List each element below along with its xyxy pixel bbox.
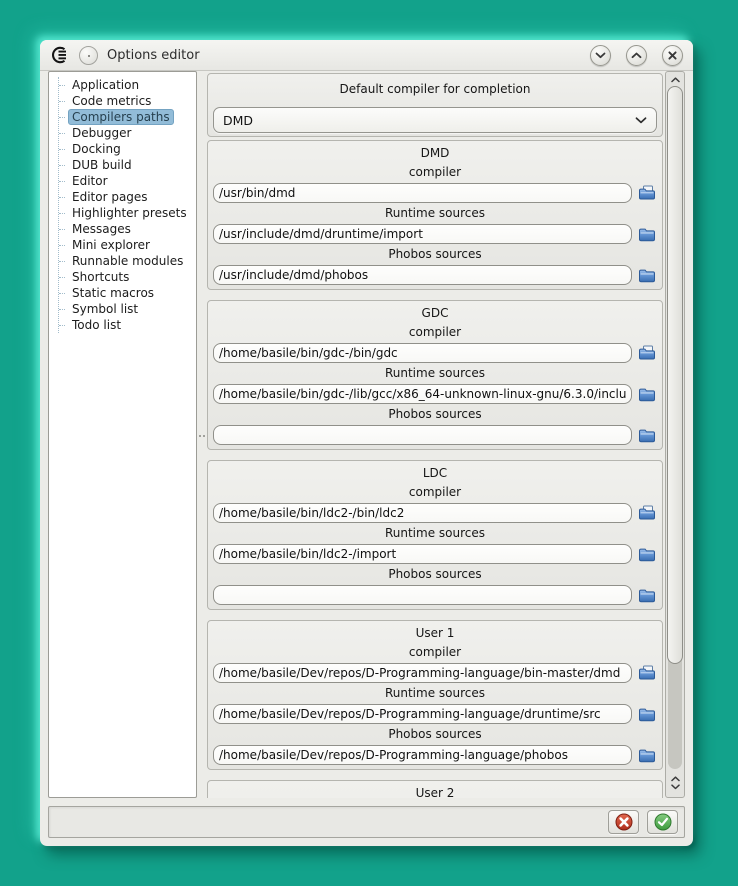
open-folder-icon [638, 227, 656, 242]
sidebar-item-docking[interactable]: Docking [59, 141, 194, 157]
field-label: compiler [408, 645, 462, 659]
accept-icon [654, 813, 672, 831]
browse-file-button[interactable] [637, 503, 657, 523]
open-folder-icon [638, 547, 656, 562]
phobos-sources-input[interactable] [213, 585, 632, 605]
browse-folder-button[interactable] [637, 745, 657, 765]
chevron-up-icon [671, 77, 680, 83]
open-file-icon [638, 665, 656, 681]
sidebar-item-debugger[interactable]: Debugger [59, 125, 194, 141]
field-label: Phobos sources [388, 247, 482, 261]
group-title: Default compiler for completion [339, 82, 531, 96]
sidebar-item-runnable-modules[interactable]: Runnable modules [59, 253, 194, 269]
sidebar-item-highlighter-presets[interactable]: Highlighter presets [59, 205, 194, 221]
compilers-paths-panel [207, 71, 685, 798]
titlebar-pin-button[interactable] [79, 46, 98, 65]
browse-folder-button[interactable] [637, 585, 657, 605]
titlebar[interactable] [40, 40, 693, 71]
default-compiler-select[interactable] [213, 107, 657, 133]
dialog-button-bar [48, 806, 685, 838]
field-label: compiler [408, 165, 462, 179]
field-label: Runtime sources [384, 526, 486, 540]
open-file-icon [638, 185, 656, 201]
sidebar-item-static-macros[interactable]: Static macros [59, 285, 194, 301]
group-title: User 2 [415, 786, 455, 798]
field-label: Runtime sources [384, 366, 486, 380]
group-title: GDC [421, 306, 449, 320]
runtime-sources-input[interactable] [213, 704, 632, 724]
browse-folder-button[interactable] [637, 384, 657, 404]
phobos-sources-input[interactable] [213, 745, 632, 765]
phobos-sources-input[interactable] [213, 265, 632, 285]
open-folder-icon [638, 268, 656, 283]
coedit-logo-icon [50, 46, 70, 64]
scroll-up-button-2[interactable] [671, 776, 680, 782]
group-title: DMD [420, 146, 450, 160]
browse-file-button[interactable] [637, 343, 657, 363]
content-area [48, 71, 685, 798]
group-title: LDC [422, 466, 448, 480]
group-ldc [207, 460, 663, 610]
roll-down-button[interactable] [590, 45, 611, 66]
phobos-sources-input[interactable] [213, 425, 632, 445]
open-folder-icon [638, 588, 656, 603]
browse-folder-button[interactable] [637, 265, 657, 285]
browse-folder-button[interactable] [637, 544, 657, 564]
chevron-up-icon [631, 52, 642, 59]
field-label: Runtime sources [384, 686, 486, 700]
scroll-down-button[interactable] [671, 784, 680, 790]
field-label: compiler [408, 325, 462, 339]
vertical-scrollbar[interactable] [665, 71, 685, 798]
scrollbar-thumb[interactable] [667, 86, 683, 664]
field-label: Phobos sources [388, 407, 482, 421]
open-folder-icon [638, 707, 656, 722]
browse-folder-button[interactable] [637, 224, 657, 244]
tree-root [58, 77, 194, 333]
open-folder-icon [638, 428, 656, 443]
scroll-up-button[interactable] [666, 73, 684, 86]
window-title: Options editor [107, 47, 200, 63]
chevron-down-icon [595, 52, 606, 59]
field-label: compiler [408, 485, 462, 499]
open-file-icon [638, 505, 656, 521]
accept-button[interactable] [647, 810, 678, 834]
browse-file-button[interactable] [637, 663, 657, 683]
roll-up-button[interactable] [626, 45, 647, 66]
runtime-sources-input[interactable] [213, 544, 632, 564]
runtime-sources-input[interactable] [213, 224, 632, 244]
sidebar-item-symbol-list[interactable]: Symbol list [59, 301, 194, 317]
field-label: Runtime sources [384, 206, 486, 220]
compiler-path-input[interactable] [213, 503, 632, 523]
compiler-path-input[interactable] [213, 183, 632, 203]
compiler-path-input[interactable] [213, 663, 632, 683]
close-button[interactable] [662, 45, 683, 66]
group-title: User 1 [415, 626, 455, 640]
sidebar-item-dub-build[interactable]: DUB build [59, 157, 194, 173]
open-folder-icon [638, 748, 656, 763]
category-tree[interactable] [48, 71, 197, 798]
open-folder-icon [638, 387, 656, 402]
sidebar-item-code-metrics[interactable]: Code metrics [59, 93, 194, 109]
sidebar-item-messages[interactable]: Messages [59, 221, 194, 237]
sidebar-item-compilers-paths[interactable]: Compilers paths [59, 109, 194, 125]
sidebar-item-application[interactable]: Application [59, 77, 194, 93]
selected-compiler: DMD [223, 112, 254, 128]
browse-folder-button[interactable] [637, 704, 657, 724]
splitter-handle[interactable] [197, 71, 207, 798]
group-gdc [207, 300, 663, 450]
group-default-compiler [207, 73, 663, 137]
group-user2 [207, 780, 663, 798]
close-icon [668, 51, 677, 60]
field-label: Phobos sources [388, 567, 482, 581]
cancel-button[interactable] [608, 810, 639, 834]
chevron-down-icon [635, 117, 647, 124]
group-user1 [207, 620, 663, 770]
sidebar-item-editor-pages[interactable]: Editor pages [59, 189, 194, 205]
scroll-content [207, 71, 663, 798]
options-editor-window [40, 40, 693, 846]
sidebar-item-shortcuts[interactable]: Shortcuts [59, 269, 194, 285]
compiler-path-input[interactable] [213, 343, 632, 363]
group-dmd [207, 140, 663, 290]
browse-folder-button[interactable] [637, 425, 657, 445]
field-label: Phobos sources [388, 727, 482, 741]
open-file-icon [638, 345, 656, 361]
browse-file-button[interactable] [637, 183, 657, 203]
runtime-sources-input[interactable] [213, 384, 632, 404]
sidebar-item-todo-list[interactable]: Todo list [59, 317, 194, 333]
sidebar-item-editor[interactable]: Editor [59, 173, 194, 189]
sidebar-item-mini-explorer[interactable]: Mini explorer [59, 237, 194, 253]
cancel-icon [615, 813, 633, 831]
